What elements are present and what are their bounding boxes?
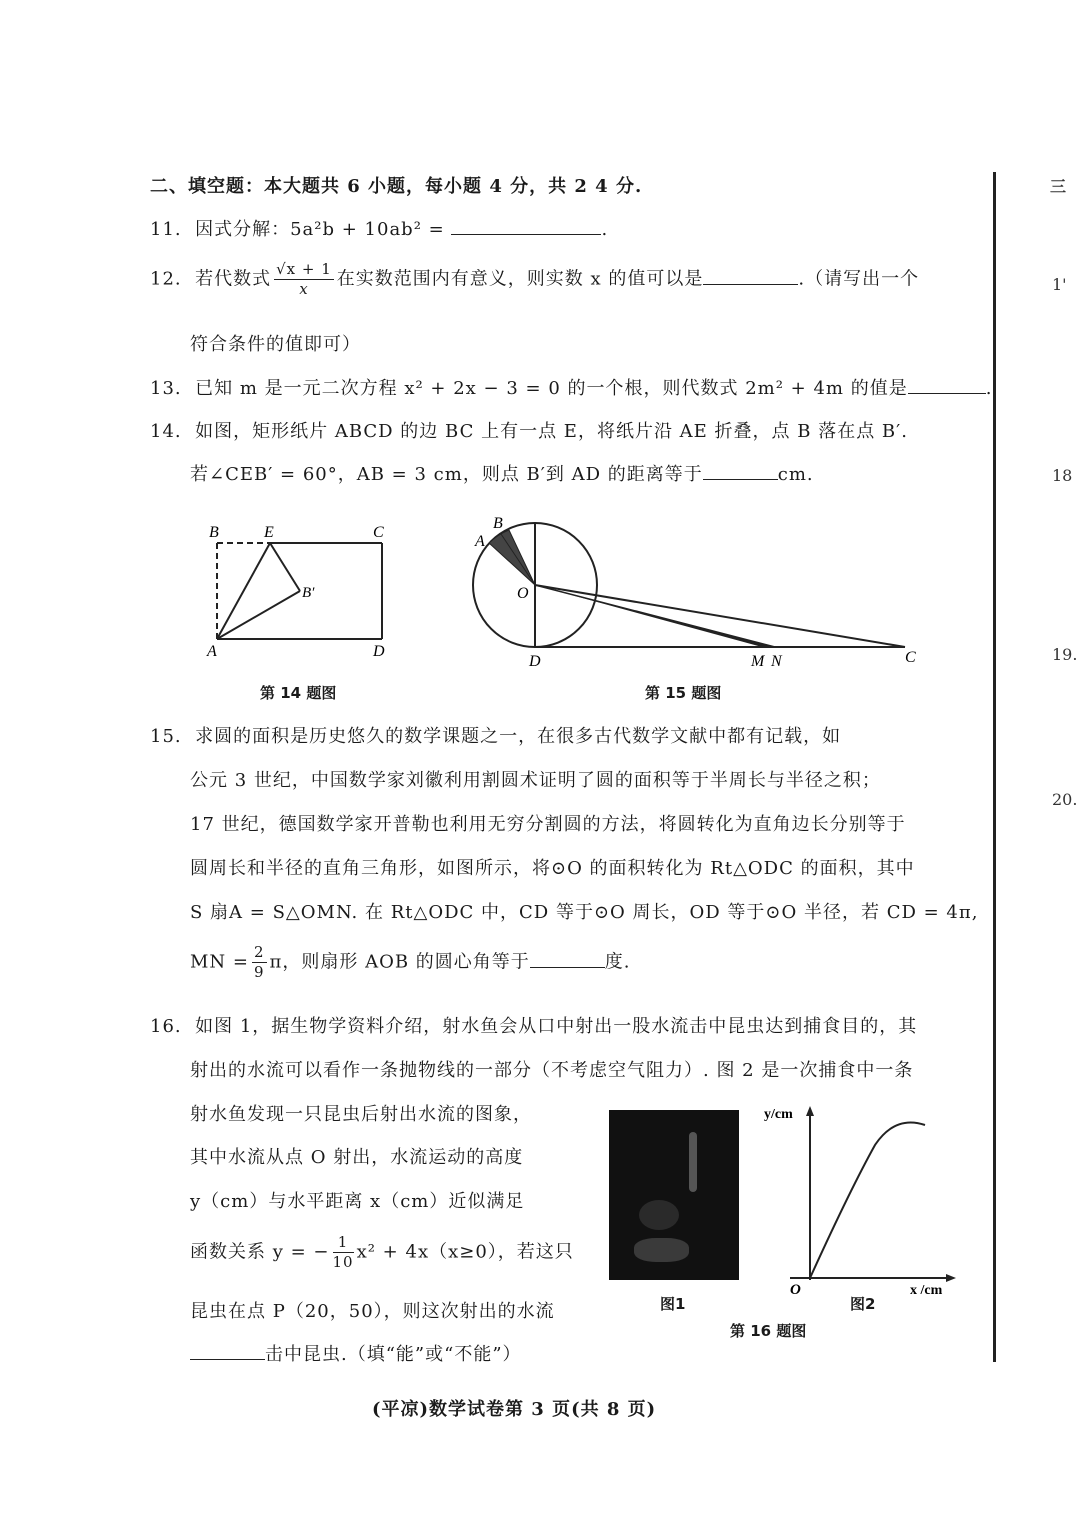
answer-blank [451,216,601,235]
origin-label: O [790,1282,801,1298]
question-16 [150,1012,917,1038]
question-15-line3: 17 世纪，德国数学家开普勒也利用无穷分割圆的方法，将圆转化为直角边长分别等于 [190,814,906,835]
fraction-denominator: 10 [332,1253,354,1271]
question-text: 因式分解：5a²b + 10ab² = [195,219,445,240]
y-axis-label: y/cm [764,1107,793,1122]
question-number: 16. [150,1016,182,1037]
unit: cm. [777,464,814,485]
question-16-line3: 射水鱼发现一只昆虫后射出水流的图象， [190,1104,532,1125]
label-a: A [207,643,217,660]
fraction-numerator: 2 [253,943,265,961]
margin-number-20: 20. [1052,790,1078,809]
question-16-line2: 射出的水流可以看作一条抛物线的一部分（不考虑空气阻力）. 图 2 是一次捕食中一条 [190,1060,914,1081]
question-number: 11. [150,219,182,240]
fraction [274,262,334,297]
question-13 [150,374,992,400]
margin-number-17: 1' [1052,275,1067,294]
question-number: 13. [150,378,182,399]
fraction-denominator: x [299,280,309,298]
sector-hatch [501,534,535,585]
figure-1-caption: 图1 [660,1295,686,1313]
question-text: 若代数式 [195,268,272,290]
parabola-curve [810,1123,925,1279]
answer-blank [530,949,605,968]
question-16-line8 [190,1340,522,1366]
question-number: 12. [150,268,182,290]
label-m: M [751,653,765,670]
binding-line [993,172,996,1362]
question-15-line2: 公元 3 世纪，中国数学家刘徽利用割圆术证明了圆的面积等于半周长与半径之积； [190,770,881,791]
question-text: 已知 m 是一元二次方程 x² + 2x − 3 = 0 的一个根，则代数式 2m² + 4m 的值是 [195,378,908,399]
figure-16-caption: 第 16 题图 [730,1322,807,1340]
question-text: 如图 1，据生物学资料介绍，射水鱼会从口中射出一股水流击中昆虫达到捕食目的，其 [195,1016,918,1037]
x-axis-label: x /cm [910,1283,943,1298]
margin-number-18: 18 [1052,466,1073,485]
question-16-line6 [190,1235,574,1270]
question-text: MN = [190,951,249,973]
segment-eb-prime [270,543,300,591]
figure-14 [195,515,395,665]
question-text-mid: π，则扇形 AOB 的圆心角等于 [269,951,530,973]
question-16-line7: 昆虫在点 P（20，50），则这次射出的水流 [190,1301,555,1322]
question-12-line2: 符合条件的值即可） [190,334,361,355]
fraction [333,1235,354,1270]
question-text-post: .（请写出一个 [798,268,920,290]
margin-number-19: 19. [1052,645,1078,664]
figure-15-caption: 第 15 题图 [645,684,722,702]
question-number: 15. [150,726,182,747]
label-d: D [529,653,541,670]
question-14-line2 [190,460,814,486]
hypotenuse-oc [535,585,905,647]
answer-blank [703,461,778,480]
fraction [252,945,267,980]
label-b-prime: B′ [302,585,315,601]
segment-on [535,585,775,647]
question-16-line4: 其中水流从点 O 射出，水流运动的高度 [190,1147,524,1168]
fraction-numerator: √x + 1 [276,260,332,278]
question-text: 求圆的面积是历史悠久的数学课题之一，在很多古代数学文献中都有记载，如 [195,726,842,747]
question-14 [150,417,908,443]
question-number: 14. [150,421,182,442]
question-15-line5: S 扇A = S△OMN. 在 Rt△ODC 中，CD 等于⊙O 周长，OD 等于⊙O 半径，若 CD = 4π, [190,902,979,923]
label-d: D [373,643,385,660]
label-n: N [771,653,782,670]
label-c: C [373,524,384,541]
label-e: E [264,524,274,541]
label-b: B [493,515,503,532]
question-end: . [985,378,993,399]
question-text-mid: 在实数范围内有意义，则实数 x 的值可以是 [336,268,704,290]
question-text: 击中昆虫.（填“能”或“不能”） [265,1344,522,1365]
answer-blank [703,266,798,285]
figure-14-caption: 第 14 题图 [260,684,337,702]
question-15-line6 [190,945,631,980]
section-header: 二、填空题：本大题共 6 小题，每小题 4 分，共 2 4 分. [150,176,643,197]
page-footer: (平凉)数学试卷第 3 页(共 8 页) [372,1399,657,1420]
figure-16-graph [760,1100,960,1300]
label-o: O [517,585,529,602]
question-12 [150,262,919,297]
label-a: A [475,533,485,550]
question-text: 如图，矩形纸片 ABCD 的边 BC 上有一点 E，将纸片沿 AE 折叠，点 B 落在点 B′. [195,421,908,442]
figure-15 [465,510,925,675]
fraction-numerator: 1 [333,1235,354,1253]
label-c: C [905,649,916,666]
question-15-line4: 圆周长和半径的直角三角形，如图所示，将⊙O 的面积转化为 Rt△ODC 的面积，其中 [190,858,915,879]
hand-shape [634,1238,689,1262]
question-15 [150,722,841,748]
question-text: 若∠CEB′ = 60°，AB = 3 cm，则点 B′到 AD 的距离等于 [190,464,703,485]
answer-blank [908,375,986,394]
sector-aob [489,530,535,585]
x-axis-arrow [946,1274,956,1282]
archerfish-photo [609,1110,739,1280]
question-end: 度. [604,951,631,973]
label-b: B [209,524,219,541]
water-jet-shape [689,1132,697,1192]
answer-blank [190,1341,265,1360]
question-end: . [601,219,609,240]
question-text: 函数关系 y = − [190,1241,330,1263]
y-axis-arrow [806,1106,814,1116]
question-16-line5: y（cm）与水平距离 x（cm）近似满足 [190,1191,525,1212]
margin-glyph: 三 [1050,177,1067,196]
question-11 [150,215,608,241]
fraction-denominator: 9 [253,963,265,981]
figure-2-caption: 图2 [850,1295,876,1313]
question-text-post: x² + 4x（x≥0），若这只 [356,1241,574,1263]
fish-shape [639,1200,679,1230]
